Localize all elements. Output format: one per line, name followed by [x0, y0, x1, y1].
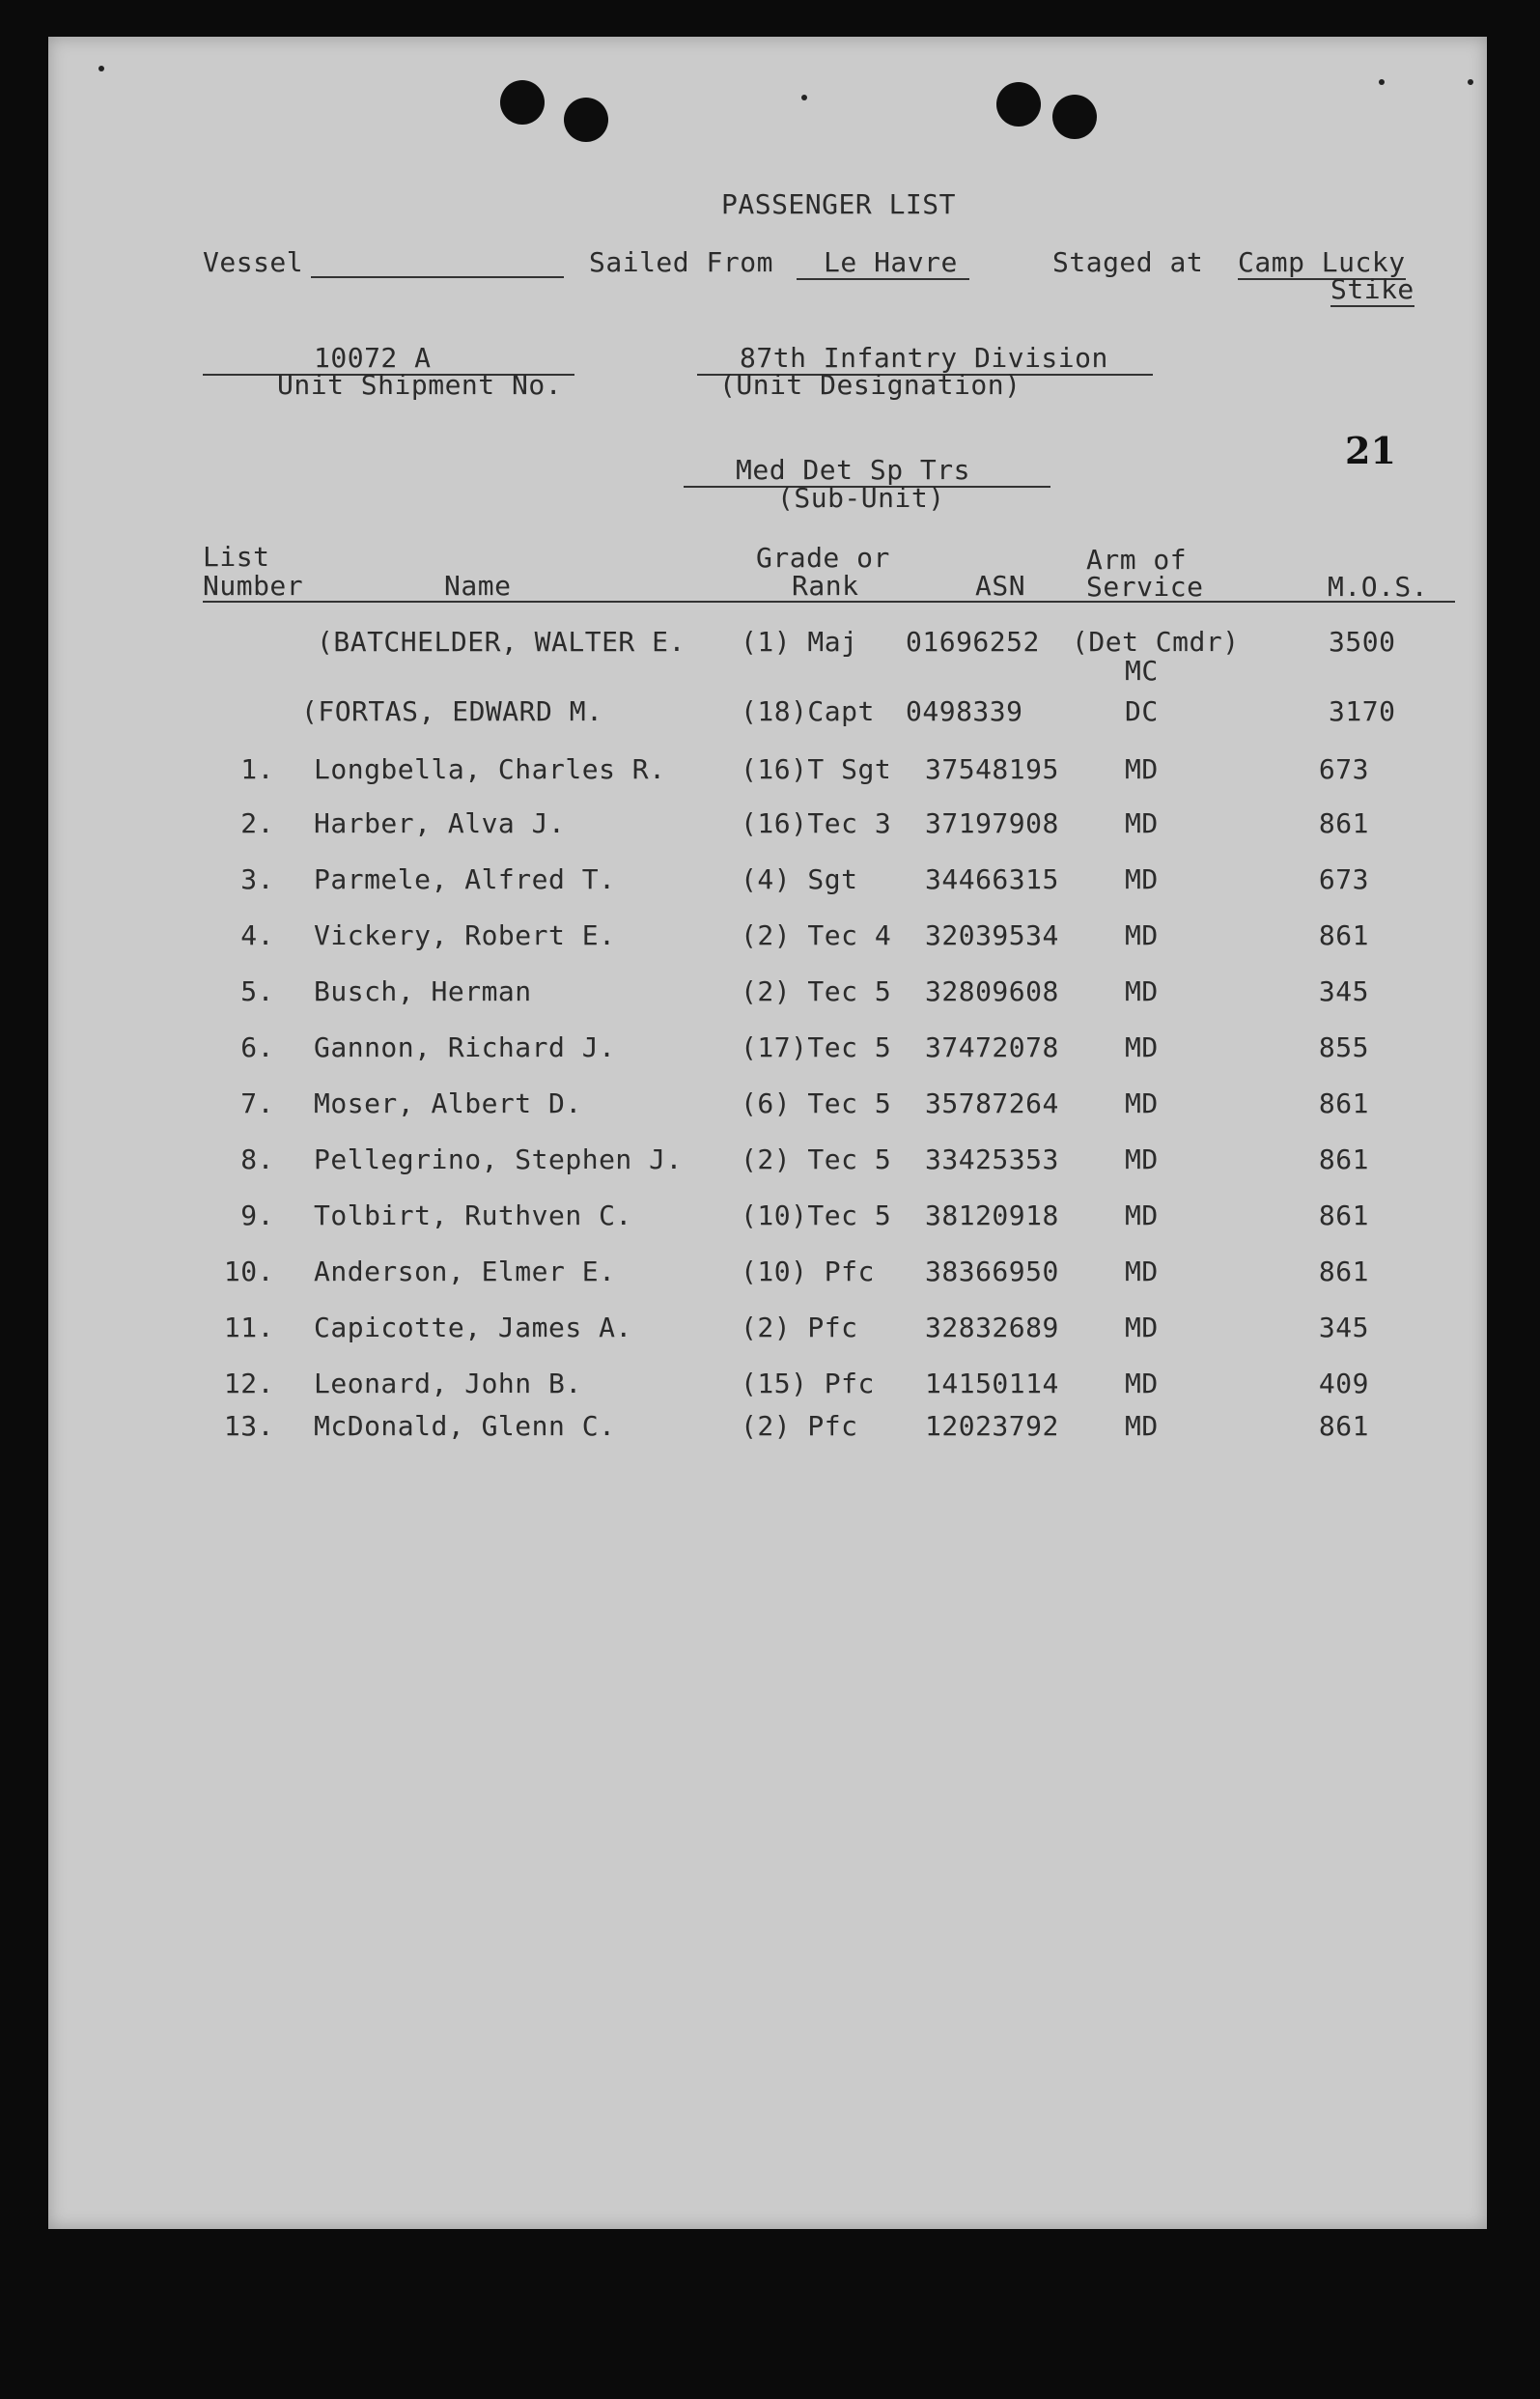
row-number: 4.: [240, 919, 274, 951]
row-arm: MD: [1125, 1256, 1159, 1287]
row-number: 12.: [223, 1368, 274, 1399]
row-grade: (15) Pfc: [741, 1368, 875, 1399]
row-arm: MD: [1125, 975, 1159, 1007]
row-grade: (2) Pfc: [741, 1410, 858, 1442]
row-asn: 32809608: [925, 975, 1059, 1007]
row-arm: MD: [1125, 1087, 1159, 1119]
sailed-value: Le Havre: [797, 246, 969, 280]
row-name: McDonald, Glenn C.: [314, 1410, 616, 1442]
sailed-label: Sailed From: [589, 246, 773, 278]
punch-hole: [996, 82, 1041, 127]
row-asn: 12023792: [925, 1410, 1059, 1442]
row-arm: MD: [1125, 919, 1159, 951]
punch-hole: [500, 80, 545, 125]
col-arm: Arm of: [1086, 544, 1188, 576]
unit-value: 87th Infantry Division: [740, 342, 1108, 374]
row-grade: (16)T Sgt: [741, 753, 892, 785]
vessel-blank: [311, 276, 564, 278]
officer-asn: 01696252: [906, 626, 1040, 658]
row-number: 9.: [240, 1200, 274, 1231]
row-grade: (17)Tec 5: [741, 1031, 892, 1063]
row-mos: 861: [1318, 1087, 1369, 1119]
row-mos: 861: [1318, 1143, 1369, 1175]
officer-arm: DC: [1125, 695, 1159, 727]
document-page: [48, 37, 1487, 2229]
row-name: Busch, Herman: [314, 975, 532, 1007]
col-service: Service: [1086, 571, 1204, 603]
row-name: Moser, Albert D.: [314, 1087, 582, 1119]
row-mos: 855: [1318, 1031, 1369, 1063]
row-grade: (4) Sgt: [741, 863, 858, 895]
row-grade: (10)Tec 5: [741, 1200, 892, 1231]
officer-mos: 3500: [1329, 626, 1396, 658]
row-asn: 38366950: [925, 1256, 1059, 1287]
row-number: 13.: [223, 1410, 274, 1442]
staged-value-line2: Stike: [1330, 273, 1414, 305]
row-name: Capicotte, James A.: [314, 1312, 632, 1343]
row-asn: 37197908: [925, 807, 1059, 839]
punch-hole: [564, 98, 608, 142]
row-arm: MD: [1125, 1200, 1159, 1231]
row-number: 7.: [240, 1087, 274, 1119]
row-arm: MD: [1125, 807, 1159, 839]
officer-grade: (1) Maj: [741, 626, 858, 658]
row-number: 2.: [240, 807, 274, 839]
officer-asn: 0498339: [906, 695, 1023, 727]
officer-name: (BATCHELDER, WALTER E.: [317, 626, 686, 658]
row-asn: 32832689: [925, 1312, 1059, 1343]
officer-arm-2: MC: [1125, 655, 1159, 687]
officer-arm: (Det Cmdr): [1072, 626, 1240, 658]
row-grade: (2) Pfc: [741, 1312, 858, 1343]
row-number: 1.: [240, 753, 274, 785]
col-mos: M.O.S.: [1328, 571, 1429, 603]
shipment-value: 10072 A: [314, 342, 432, 374]
subunit-label: (Sub-Unit): [777, 482, 945, 514]
row-name: Longbella, Charles R.: [314, 753, 666, 785]
row-grade: (16)Tec 3: [741, 807, 892, 839]
row-grade: (6) Tec 5: [741, 1087, 892, 1119]
row-mos: 861: [1318, 807, 1369, 839]
row-mos: 861: [1318, 919, 1369, 951]
row-asn: 35787264: [925, 1087, 1059, 1119]
row-mos: 673: [1318, 753, 1369, 785]
col-list: List: [203, 541, 270, 573]
row-asn: 34466315: [925, 863, 1059, 895]
row-mos: 861: [1318, 1410, 1369, 1442]
col-grade: Grade or: [756, 542, 890, 574]
subunit-value: Med Det Sp Trs: [736, 454, 971, 486]
document-title: PASSENGER LIST: [721, 188, 957, 220]
row-grade: (2) Tec 5: [741, 1143, 892, 1175]
row-asn: 37548195: [925, 753, 1059, 785]
row-number: 5.: [240, 975, 274, 1007]
punch-hole: [1052, 95, 1097, 139]
row-name: Pellegrino, Stephen J.: [314, 1143, 683, 1175]
shipment-label: Unit Shipment No.: [277, 369, 563, 401]
header-rule: [203, 601, 1455, 603]
row-mos: 861: [1318, 1256, 1369, 1287]
row-asn: 38120918: [925, 1200, 1059, 1231]
row-name: Harber, Alva J.: [314, 807, 566, 839]
col-asn: ASN: [975, 570, 1026, 602]
vessel-label: Vessel: [203, 246, 304, 278]
row-number: 6.: [240, 1031, 274, 1063]
speck: [1468, 79, 1473, 85]
row-number: 8.: [240, 1143, 274, 1175]
unit-label: (Unit Designation): [719, 369, 1022, 401]
row-mos: 409: [1318, 1368, 1369, 1399]
row-mos: 861: [1318, 1200, 1369, 1231]
speck: [98, 66, 104, 71]
row-arm: MD: [1125, 1410, 1159, 1442]
row-mos: 345: [1318, 975, 1369, 1007]
row-arm: MD: [1125, 753, 1159, 785]
row-name: Vickery, Robert E.: [314, 919, 616, 951]
row-mos: 345: [1318, 1312, 1369, 1343]
row-number: 11.: [223, 1312, 274, 1343]
staged-value-line1: Camp Lucky: [1238, 246, 1406, 278]
speck: [801, 95, 807, 100]
col-number: Number: [203, 570, 304, 602]
row-grade: (10) Pfc: [741, 1256, 875, 1287]
row-number: 3.: [240, 863, 274, 895]
row-asn: 14150114: [925, 1368, 1059, 1399]
row-asn: 33425353: [925, 1143, 1059, 1175]
row-name: Parmele, Alfred T.: [314, 863, 616, 895]
officer-mos: 3170: [1329, 695, 1396, 727]
row-mos: 673: [1318, 863, 1369, 895]
row-arm: MD: [1125, 1312, 1159, 1343]
row-name: Tolbirt, Ruthven C.: [314, 1200, 632, 1231]
officer-name: (FORTAS, EDWARD M.: [301, 695, 603, 727]
col-name: Name: [444, 570, 512, 602]
officer-grade: (18)Capt: [741, 695, 875, 727]
row-arm: MD: [1125, 1143, 1159, 1175]
col-rank: Rank: [792, 570, 859, 602]
row-arm: MD: [1125, 1368, 1159, 1399]
row-grade: (2) Tec 5: [741, 975, 892, 1007]
row-arm: MD: [1125, 1031, 1159, 1063]
row-name: Leonard, John B.: [314, 1368, 582, 1399]
row-asn: 32039534: [925, 919, 1059, 951]
row-name: Anderson, Elmer E.: [314, 1256, 616, 1287]
row-asn: 37472078: [925, 1031, 1059, 1063]
row-number: 10.: [223, 1256, 274, 1287]
staged-label: Staged at: [1052, 246, 1204, 278]
row-arm: MD: [1125, 863, 1159, 895]
row-name: Gannon, Richard J.: [314, 1031, 616, 1063]
page-number: 21: [1345, 429, 1396, 472]
row-grade: (2) Tec 4: [741, 919, 892, 951]
speck: [1379, 79, 1385, 85]
